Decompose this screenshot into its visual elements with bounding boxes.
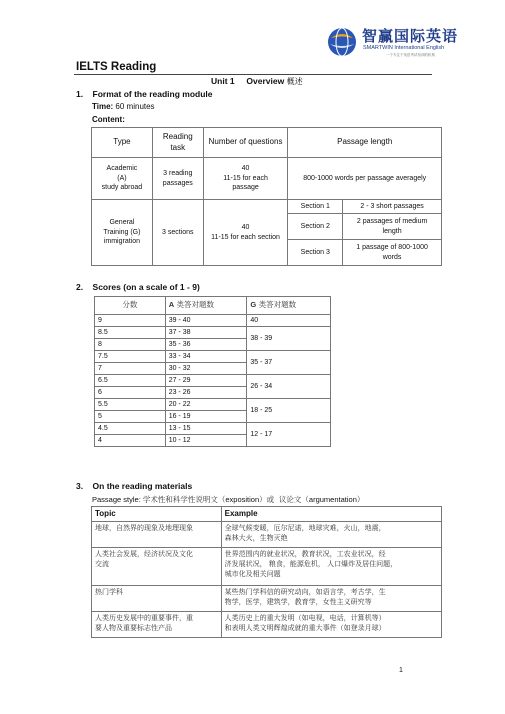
a-range-cell: 20 - 22: [165, 399, 247, 411]
passage-style-cn: ）: [356, 495, 365, 504]
topic-cell: 热门学科: [92, 585, 222, 611]
g-range-cell: 35 - 37: [247, 351, 331, 375]
header-topic: Topic: [92, 507, 222, 522]
academic-length: 800-1000 words per passage averagely: [288, 158, 442, 200]
topic-cell: [92, 547, 222, 585]
g-range-cell: 40: [247, 315, 331, 327]
score-cell: 4.5: [95, 423, 166, 435]
header-g-letter: G: [250, 300, 257, 310]
score-cell: 8.5: [95, 327, 166, 339]
header-a-correct: [165, 297, 247, 315]
header-g-correct: [247, 297, 331, 315]
cell-line: words: [382, 253, 402, 261]
general-type: [92, 200, 153, 266]
table-row: [95, 423, 331, 435]
cell-line: 2 passages of medium: [356, 218, 428, 226]
score-cell: 4: [95, 435, 166, 447]
table-header-row: [92, 128, 442, 158]
scores-header-row: [95, 297, 331, 315]
a-range-cell: 35 - 36: [165, 339, 247, 351]
score-cell: 5: [95, 411, 166, 423]
cell-line: passages: [162, 179, 193, 187]
header-reading-task: Reading task: [152, 128, 203, 158]
format-table: [91, 127, 442, 266]
score-cell: 9: [95, 315, 166, 327]
section3-heading: 3. On the reading materials: [76, 481, 193, 491]
unit-title-en: Unit 1 Overview: [211, 76, 285, 86]
a-range-cell: 37 - 38: [165, 327, 247, 339]
table-row: [95, 375, 331, 387]
unit-title-cn: 概述: [286, 77, 303, 86]
score-cell: 5.5: [95, 399, 166, 411]
cell-line: length: [382, 227, 402, 235]
globe-logo-icon: [326, 26, 358, 58]
logo-tagline: 一个专注于英语考试培训的机构: [386, 53, 435, 57]
passage-style-en: argumentation: [308, 495, 357, 504]
cell-line: 世界范围内的就业状况，教育状况，工农业状况，经: [224, 549, 386, 558]
cell-line: passage: [232, 184, 259, 192]
section-length: 2 - 3 short passages: [343, 200, 442, 214]
a-range-cell: 13 - 15: [165, 423, 247, 435]
cell-line: 40: [241, 224, 250, 232]
logo-english-name: SMARTWIN International English: [363, 45, 445, 51]
table-row: [92, 585, 442, 611]
cell-line: General: [109, 219, 135, 227]
general-task: 3 sections: [152, 200, 203, 266]
cell-line: Training (G): [103, 228, 141, 236]
score-cell: 7.5: [95, 351, 166, 363]
table-row-general: [92, 200, 442, 214]
academic-task: [152, 158, 203, 200]
passage-style-line: [92, 494, 364, 505]
cell-line: 全球气候变暖，厄尔尼诺，地球灾难，火山，地震，: [224, 523, 386, 532]
table-row-academic: [92, 158, 442, 200]
passage-style-cn: 学术性和科学性说明文（: [142, 495, 226, 504]
score-cell: 6.5: [95, 375, 166, 387]
section2-heading: 2. Scores (on a scale of 1 - 9): [76, 282, 200, 292]
table-row: [95, 351, 331, 363]
section-name: Section 2: [288, 214, 343, 240]
section-name: Section 1: [288, 200, 343, 214]
a-range-cell: 30 - 32: [165, 363, 247, 375]
score-cell: 8: [95, 339, 166, 351]
cell-line: 1 passage of 800-1000: [356, 244, 428, 252]
header-divider: [74, 74, 432, 75]
passage-style-cn: ）或 议论文（: [259, 495, 309, 504]
example-cell: [221, 611, 441, 637]
header-a-cn: 类答对题数: [174, 300, 215, 310]
cell-line: immigration: [103, 238, 141, 246]
cell-line: 某些热门学科信的研究动向，如语言学，考古学，生: [224, 587, 386, 596]
page-title: IELTS Reading: [76, 61, 157, 73]
cell-line: Academic: [106, 165, 138, 173]
cell-line: study abroad: [101, 184, 143, 192]
table-row: [92, 611, 442, 637]
unit-title: [211, 76, 303, 87]
section1-heading: 1. Format of the reading module: [76, 89, 213, 99]
smartwin-logo: [326, 23, 486, 67]
a-range-cell: 39 - 40: [165, 315, 247, 327]
content-label: Content:: [92, 115, 125, 124]
cell-line: 要人物及重要标志性产品: [95, 623, 172, 632]
header-example: Example: [221, 507, 441, 522]
cell-line: 和表明人类文明辉煌成就的重大事件（如登录月球）: [224, 623, 386, 632]
header-score: 分数: [95, 297, 166, 315]
section-length: [343, 214, 442, 240]
score-cell: 7: [95, 363, 166, 375]
a-range-cell: 16 - 19: [165, 411, 247, 423]
table-row: [95, 399, 331, 411]
cell-line: 人类历史发展中的重要事件，重: [95, 613, 193, 622]
cell-line: 11-15 for each section: [211, 233, 280, 241]
cell-line: 人类社会发展，经济状况及文化: [95, 549, 193, 558]
cell-line: 城市化及相关问题: [224, 569, 281, 578]
header-type: Type: [92, 128, 153, 158]
content-label-line: [92, 115, 125, 124]
time-label: Time:: [92, 102, 114, 111]
scores-table: [94, 296, 331, 447]
page-number: 1: [399, 667, 403, 674]
cell-line: 40: [241, 165, 250, 173]
example-cell: [221, 585, 441, 611]
a-range-cell: 10 - 12: [165, 435, 247, 447]
g-range-cell: 12 - 17: [247, 423, 331, 447]
g-range-cell: 26 - 34: [247, 375, 331, 399]
academic-type: [92, 158, 153, 200]
header-passage-length: Passage length: [288, 128, 442, 158]
table-row: [92, 547, 442, 585]
general-questions: [203, 200, 288, 266]
cell-line: 人类历史上的重大发明（如电视，电话，计算机等）: [224, 613, 386, 622]
section-length: [343, 240, 442, 266]
table-row: [95, 315, 331, 327]
a-range-cell: 33 - 34: [165, 351, 247, 363]
academic-questions: [203, 158, 288, 200]
header-a-letter: A: [168, 300, 175, 310]
table-row: [92, 521, 442, 547]
time-value: 60 minutes: [113, 102, 155, 111]
time-line: [92, 102, 155, 111]
a-range-cell: 23 - 26: [165, 387, 247, 399]
logo-chinese-name: 智赢国际英语: [362, 27, 459, 45]
topic-cell: [92, 611, 222, 637]
passage-style-label: Passage style:: [92, 495, 143, 504]
section-name: Section 3: [288, 240, 343, 266]
cell-line: 物学，医学，建筑学，教育学，女性主义研究等: [224, 597, 372, 606]
topic-cell: 地球，自然界的现象及地理现象: [92, 521, 222, 547]
cell-line: 11-15 for each: [223, 174, 268, 182]
cell-line: 森林大火，生物灭绝: [224, 533, 288, 542]
g-range-cell: 18 - 25: [247, 399, 331, 423]
cell-line: 交流: [95, 559, 109, 568]
table-row: [95, 327, 331, 339]
example-cell: [221, 547, 441, 585]
cell-line: (A): [117, 174, 127, 182]
materials-header-row: [92, 507, 442, 522]
g-range-cell: 38 - 39: [247, 327, 331, 351]
a-range-cell: 27 - 29: [165, 375, 247, 387]
passage-style-en: exposition: [225, 495, 260, 504]
header-number-of-questions: Number of questions: [203, 128, 288, 158]
example-cell: [221, 521, 441, 547]
header-g-cn: 类答对题数: [256, 300, 297, 310]
score-cell: 6: [95, 387, 166, 399]
materials-table: [91, 506, 442, 638]
cell-line: 济发展状况， 粮食，能源危机， 人口爆炸及居住问题，: [224, 559, 398, 568]
cell-line: 3 reading: [163, 170, 193, 178]
